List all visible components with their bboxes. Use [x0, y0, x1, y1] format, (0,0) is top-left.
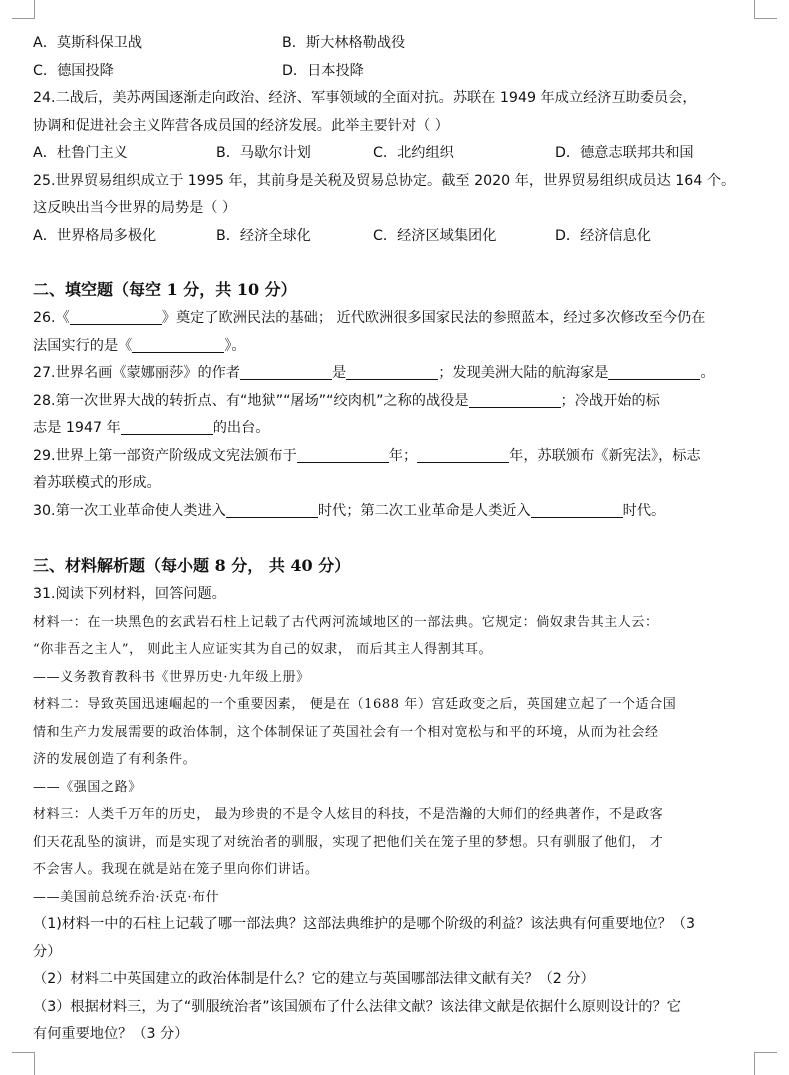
q26-text-4: 》。 [224, 337, 246, 354]
q25-option-d: D．经济信息化 [555, 227, 652, 244]
q26-text-3: 法国实行的是《 [33, 337, 133, 354]
q28-text-3: 志是 1947 年 [33, 420, 121, 436]
q29-blank-2[interactable] [417, 446, 509, 463]
q26-line-2 [33, 333, 755, 361]
section-2-title: 二、填空题（每空 1 分，共 10 分） [33, 280, 297, 299]
q30-line [33, 498, 755, 526]
q29-line-1 [33, 443, 755, 471]
material-2-line-1: 材料二：导致英国迅速崛起的一个重要因素， 便是在（1688 年）宫廷政变之后，英国建立起了一个适合国 [33, 697, 677, 712]
q29-text-2: 年； [388, 447, 418, 464]
q28-blank-2[interactable] [121, 418, 213, 435]
material-1-line-1: 材料一：在一块黑色的玄武岩石柱上记载了古代两河流域地区的一部法典。它规定：倘奴隶告其主人云： [33, 614, 659, 630]
q31-sub3-line-2: 有何重要地位？（3 分） [33, 1026, 189, 1042]
q23-option-d: D．日本投降 [282, 62, 364, 79]
q26-blank-1[interactable] [70, 308, 162, 325]
q23-option-a: A．莫斯科保卫战 [33, 35, 143, 51]
q29-text-3: 年，苏联颁布《新宪法》，标志 [509, 447, 701, 464]
q27-blank-3[interactable] [608, 363, 700, 380]
q26-text-1: 26.《 [33, 310, 70, 326]
q28-blank-1[interactable] [469, 391, 561, 408]
material-2-line-3: 济的发展创造了有利条件。 [33, 752, 197, 767]
q24-option-c: C．北约组织 [373, 145, 454, 161]
exam-page [33, 30, 755, 1049]
q27-text-4: 。 [700, 365, 715, 381]
material-1-line-2: “你非吾之主人”， 则此主人应证实其为自己的奴隶， 而后其主人得割其耳。 [33, 642, 493, 657]
q28-text-1: 28.第一次世界大战的转折点、有“地狱”“屠场”“绞肉机”之称的战役是 [33, 392, 469, 409]
q31-sub3-line-1: （3）根据材料三，为了“驯服统治者”该国颁布了什么法律文献？该法律文献是依据什么原则设计的？它 [33, 998, 681, 1015]
q27-line [33, 360, 755, 388]
q28-line-2 [33, 415, 755, 443]
q23-option-c: C．德国投降 [33, 62, 114, 79]
material-1-source: ——义务教育教科书《世界历史·九年级上册》 [33, 669, 310, 685]
q26-blank-2[interactable] [132, 336, 224, 353]
q24-option-b: B．马歇尔计划 [216, 145, 311, 161]
q25-option-c: C．经济区域集团化 [373, 227, 497, 244]
material-3-line-2: 们天花乱坠的演讲，而是实现了对统治者的驯服，实现了把他们关在笼子里的梦想。只有驯服了他们， 才 [33, 834, 664, 850]
q30-text-3: 时代。 [622, 502, 666, 519]
q28-text-2: ；冷战开始的标 [560, 392, 660, 409]
q30-text-2: 时代；第二次工业革命是人类近入 [317, 502, 531, 519]
q23-option-b: B．斯大林格勒战役 [282, 35, 406, 51]
q25-option-b: B．经济全球化 [216, 227, 311, 244]
material-2-source: ——《强国之路》 [33, 779, 142, 795]
q28-line-1 [33, 388, 755, 416]
spacer [33, 250, 755, 275]
q26-text-2: 》奠定了欧洲民法的基础； 近代欧洲很多国家民法的参照蓝本，经过多次修改至今仍在 [161, 310, 706, 326]
q31-sub1-line-2: 分） [33, 943, 62, 960]
q27-text-3: ；发现美洲大陆的航海家是 [438, 365, 609, 381]
q31-sub1-line-1: （1)材料一中的石柱上记载了哪一部法典？这部法典维护的是哪个阶级的利益？该法典有何重要地位？（3 [33, 916, 696, 932]
q25-stem-line-2: 这反映出当今世界的局势是（ ） [33, 200, 237, 216]
q24-options [33, 140, 755, 168]
spacer [33, 525, 755, 551]
q25-options [33, 223, 755, 251]
material-3-source: ——美国前总统乔治·沃克·布什 [33, 889, 220, 905]
q25-stem-line-1: 25.世界贸易组织成立于 1995 年，其前身是关税及贸易总协定。截至 2020 年，世界贸易组织成员达 164 个。 [33, 172, 736, 189]
q30-blank-2[interactable] [531, 501, 623, 518]
q30-blank-1[interactable] [226, 501, 318, 518]
crop-mark-top-left [12, 0, 35, 19]
q27-text-2: 是 [332, 365, 347, 381]
q30-text-1: 30.第一次工业革命使人类进入 [33, 502, 226, 519]
crop-mark-bottom-right [754, 1052, 777, 1075]
q24-stem-line-1: 24.二战后，美苏两国逐渐走向政治、经济、军事领域的全面对抗。苏联在 1949 年成立经济互助委员会， [33, 90, 697, 106]
q29-blank-1[interactable] [297, 446, 389, 463]
q31-materials [33, 609, 755, 912]
q24-option-a: A．杜鲁门主义 [33, 145, 128, 161]
crop-mark-top-right [754, 0, 777, 19]
q29-line-2: 着苏联模式的形成。 [33, 475, 161, 491]
q29-text-1: 29.世界上第一部资产阶级成文宪法颁布于 [33, 447, 297, 464]
section-3-title: 三、材料解析题（每小题 8 分， 共 40 分） [33, 556, 351, 575]
q24-stem-line-2: 协调和促进社会主义阵营各成员国的经济发展。此举主要针对（ ） [33, 117, 449, 134]
crop-mark-bottom-left [12, 1052, 35, 1075]
q27-blank-1[interactable] [240, 363, 332, 380]
q23-options-row-1 [33, 30, 755, 58]
material-3-line-3: 不会害人。我现在就是站在笼子里向你们讲话。 [33, 862, 319, 877]
q27-text-1: 27.世界名画《蒙娜丽莎》的作者 [33, 365, 241, 381]
q25-option-a: A．世界格局多极化 [33, 227, 157, 244]
q27-blank-2[interactable] [346, 363, 438, 380]
q31-intro: 31.阅读下列材料，回答问题。 [33, 586, 226, 602]
q31-sub2: （2）材料二中英国建立的政治体制是什么？它的建立与英国哪部法律文献有关？（2 分） [33, 971, 595, 987]
material-3-line-1: 材料三：人类千万年的历史， 最为珍贵的不是令人炫目的科技，不是浩瀚的大师们的经典著作，不是政客 [33, 807, 664, 822]
q23-options-row-2 [33, 58, 755, 86]
q28-text-4: 的出台。 [212, 420, 270, 436]
material-2-line-2: 情和生产力发展需要的政治体制，这个体制保证了英国社会有一个相对宽松与和平的环境，从而为社会经 [33, 724, 659, 740]
q24-option-d: D．德意志联邦共和国 [555, 145, 694, 161]
q26-line-1 [33, 305, 755, 333]
